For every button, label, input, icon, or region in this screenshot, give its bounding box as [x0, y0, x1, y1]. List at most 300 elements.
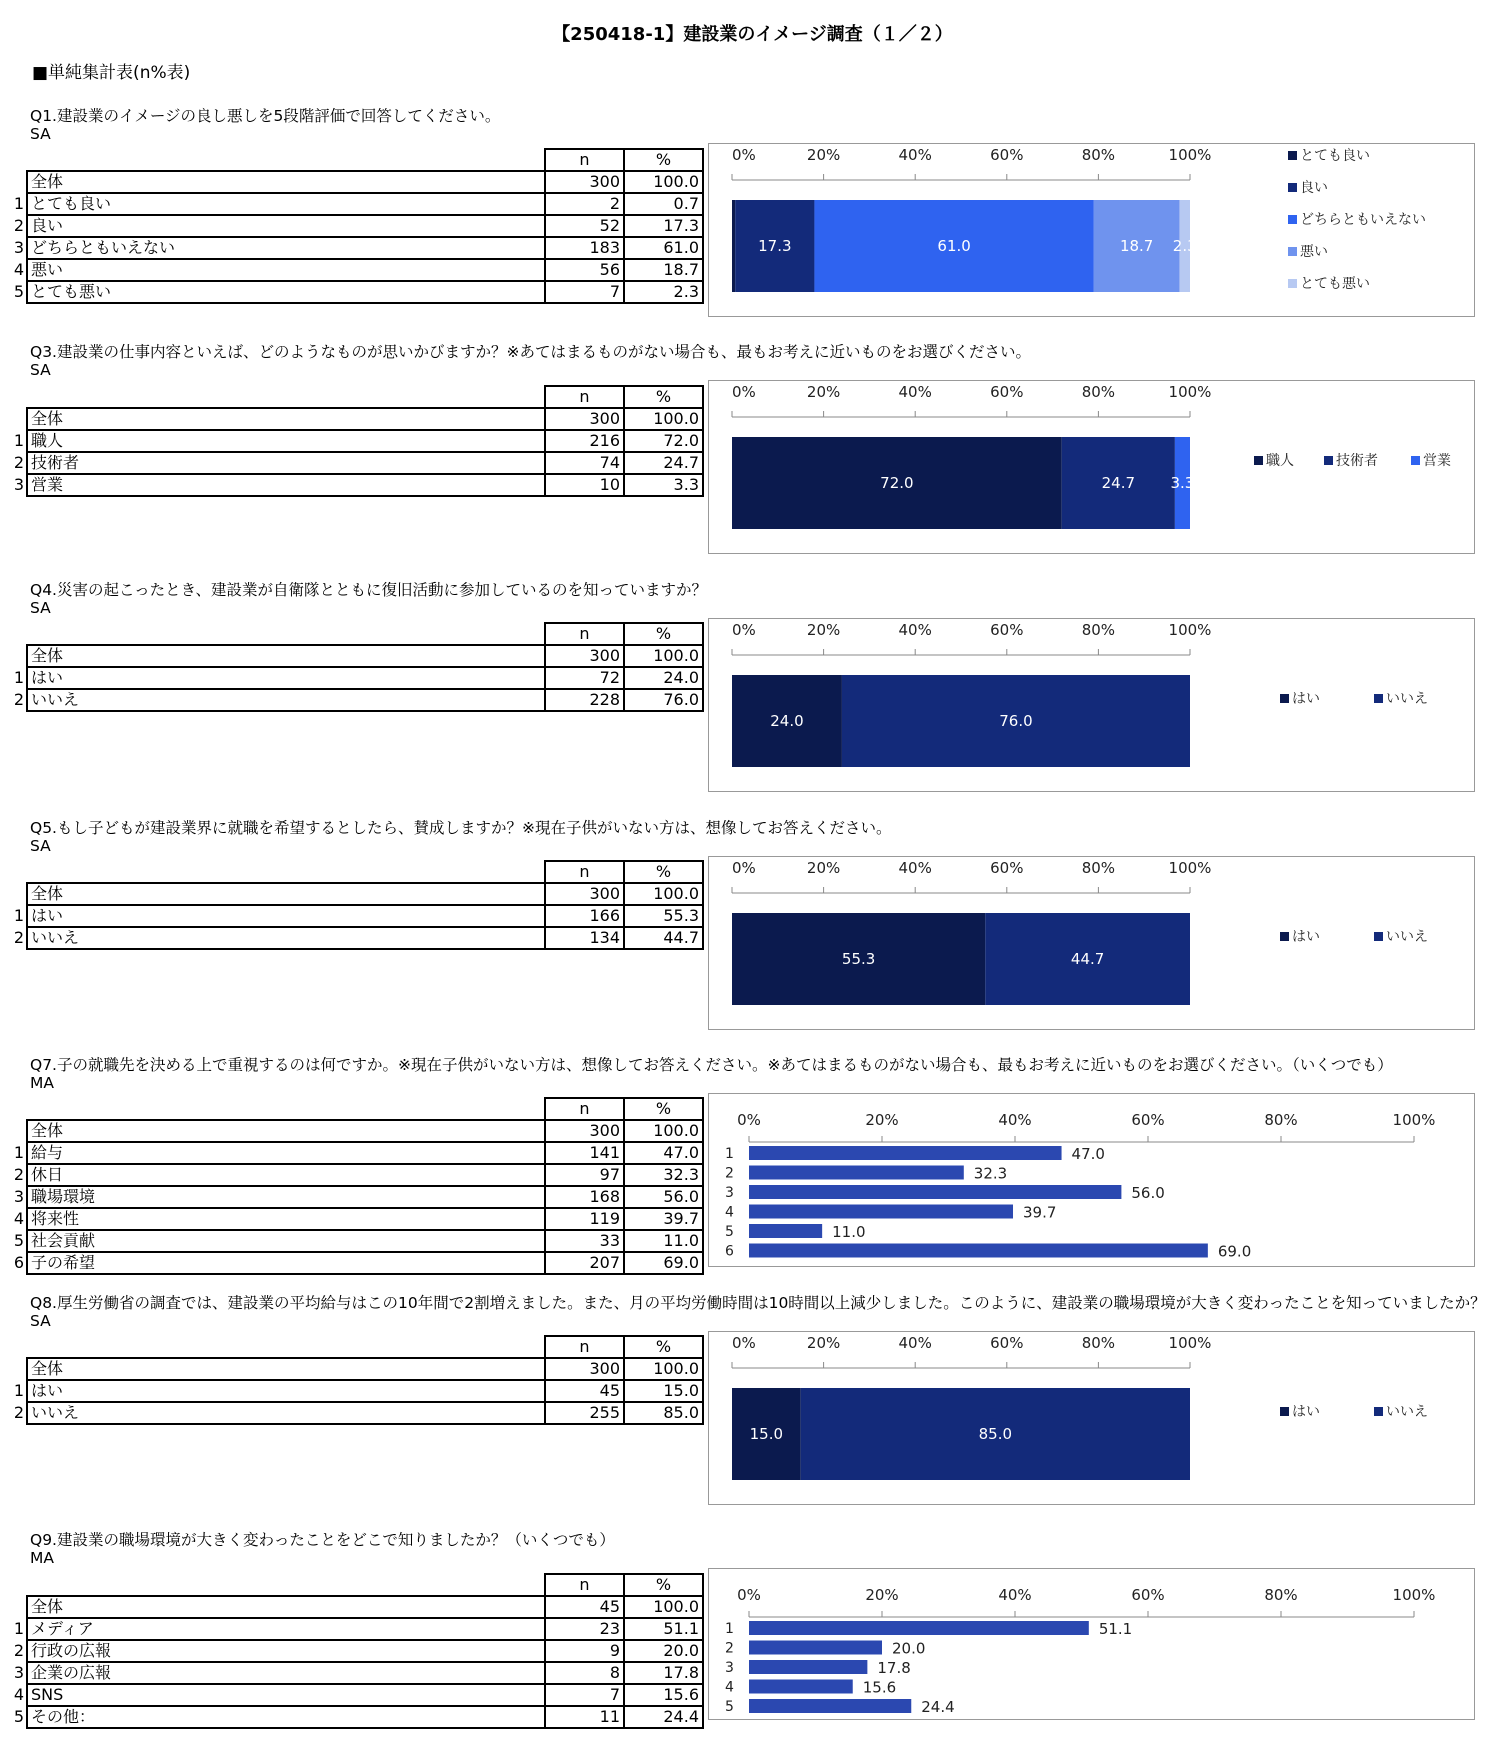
cell-p: 100.0	[624, 883, 703, 905]
cell-p: 3.3	[624, 474, 703, 496]
axis-tick-label: 100%	[1168, 146, 1212, 164]
cell-p: 15.6	[624, 1684, 703, 1706]
data-label: 24.4	[921, 1698, 955, 1716]
axis-tick-label: 100%	[1168, 383, 1212, 401]
legend-swatch	[1374, 694, 1383, 703]
cell-num	[8, 408, 27, 430]
cell-n: 300	[545, 645, 624, 667]
data-label: 15.0	[749, 1425, 784, 1443]
data-label: 85.0	[978, 1425, 1013, 1443]
q5-chart	[708, 856, 1475, 1030]
table-row	[8, 1252, 703, 1274]
q3-chart-svg	[709, 381, 1474, 553]
q7-chart	[708, 1093, 1475, 1267]
axis-tick-label: 0%	[732, 1334, 756, 1352]
axis-tick-label: 40%	[998, 1586, 1032, 1604]
bar-1	[749, 1146, 1062, 1160]
cell-p: 24.7	[624, 452, 703, 474]
legend-swatch	[1374, 932, 1383, 941]
col-header-n: n	[545, 1098, 624, 1120]
cell-lab: その他：	[27, 1706, 545, 1728]
axis-tick-label: 80%	[1081, 859, 1116, 877]
category-label: 3	[725, 1185, 734, 1201]
axis-tick-label: 20%	[865, 1586, 899, 1604]
cell-p: 2.3	[624, 281, 703, 303]
cell-num: 3	[13, 1663, 24, 1682]
category-label: 4	[725, 1204, 734, 1221]
axis-tick-label: 40%	[898, 383, 932, 401]
axis-tick-label: 20%	[806, 383, 841, 401]
cell-lab: 全体	[27, 1358, 545, 1380]
q8-question-text: Q8.厚生労働省の調査では、建設業の平均給与はこの10年間で2割増えました。また、月の平均労働時間は10時間以上減少しました。このように、建設業の職場環境が大きく変わったことを知っていましたか？	[30, 1294, 1486, 1312]
cell-n: 119	[545, 1208, 624, 1230]
axis-tick-label: 40%	[998, 1111, 1032, 1129]
legend-label: いいえ	[1386, 929, 1428, 945]
cell-lab: 悪い	[27, 259, 545, 281]
cell-num: 6	[13, 1253, 24, 1272]
axis-tick-label: 20%	[806, 621, 841, 639]
axis-tick-label: 100%	[1168, 1334, 1212, 1352]
table-row-total	[8, 408, 703, 430]
q1-answer-type: SA	[30, 125, 51, 143]
legend-label: 営業	[1423, 453, 1451, 469]
legend-swatch	[1288, 279, 1297, 288]
axis-tick-label: 100%	[1168, 859, 1212, 877]
axis-tick-label: 0%	[732, 146, 756, 164]
cell-p: 51.1	[624, 1618, 703, 1640]
cell-n: 7	[545, 281, 624, 303]
col-header-n: n	[545, 386, 624, 408]
cell-lab: 職人	[27, 430, 545, 452]
cell-n: 183	[545, 237, 624, 259]
cell-num	[8, 1358, 27, 1380]
cell-lab: 全体	[27, 645, 545, 667]
cell-n: 8	[545, 1662, 624, 1684]
legend-swatch	[1288, 151, 1297, 160]
axis-tick-label: 0%	[732, 621, 756, 639]
q5-frequency-table	[8, 860, 704, 950]
axis-tick-label: 20%	[806, 146, 841, 164]
table-row	[8, 430, 703, 452]
cell-num: 5	[13, 282, 24, 301]
legend-label: はい	[1292, 929, 1320, 945]
cell-lab: メディア	[27, 1618, 545, 1640]
col-header-pct: %	[624, 1574, 703, 1596]
axis-tick-label: 80%	[1264, 1111, 1298, 1129]
cell-lab: 全体	[27, 883, 545, 905]
axis-tick-label: 100%	[1392, 1586, 1436, 1604]
bar-5	[749, 1224, 822, 1238]
cell-n: 300	[545, 1358, 624, 1380]
legend-swatch	[1288, 215, 1297, 224]
legend-label: とても悪い	[1300, 276, 1370, 292]
q1-chart-svg	[709, 144, 1474, 316]
q7-frequency-table	[8, 1097, 704, 1275]
data-label: 15.6	[862, 1678, 897, 1697]
cell-lab: SNS	[27, 1684, 545, 1706]
cell-p: 61.0	[624, 237, 703, 259]
data-label: 3.3	[1170, 474, 1195, 492]
axis-tick-label: 0%	[737, 1111, 761, 1129]
cell-num: 5	[13, 1707, 24, 1726]
table-row	[8, 1706, 703, 1728]
category-label: 6	[725, 1243, 734, 1260]
col-header-n: n	[545, 1336, 624, 1358]
cell-num: 1	[13, 431, 24, 450]
q1-frequency-table	[8, 148, 704, 304]
table-row	[8, 193, 703, 215]
category-label: 1	[725, 1146, 734, 1162]
cell-lab: 将来性	[27, 1208, 545, 1230]
cell-p: 0.7	[624, 193, 703, 215]
cell-lab: いいえ	[27, 927, 545, 949]
category-label: 3	[725, 1660, 734, 1676]
cell-p: 47.0	[624, 1142, 703, 1164]
bar-6	[749, 1244, 1208, 1258]
axis-tick-label: 80%	[1081, 621, 1116, 639]
q9-chart	[708, 1568, 1475, 1720]
axis-tick-label: 60%	[990, 146, 1024, 164]
axis-tick-label: 0%	[737, 1586, 761, 1604]
legend-swatch	[1254, 456, 1263, 465]
cell-n: 300	[545, 883, 624, 905]
cell-p: 15.0	[624, 1380, 703, 1402]
cell-num: 2	[13, 1403, 24, 1422]
cell-n: 33	[545, 1230, 624, 1252]
data-label: 2.3	[1172, 237, 1197, 255]
cell-lab: はい	[27, 667, 545, 689]
table-row	[8, 1380, 703, 1402]
table-row-total	[8, 1596, 703, 1618]
cell-n: 168	[545, 1186, 624, 1208]
col-header-pct: %	[624, 861, 703, 883]
cell-n: 300	[545, 408, 624, 430]
table-row	[8, 215, 703, 237]
cell-num: 1	[13, 1619, 24, 1638]
cell-p: 17.3	[624, 215, 703, 237]
cell-p: 100.0	[624, 1358, 703, 1380]
cell-num	[8, 1120, 27, 1142]
cell-num: 2	[13, 1165, 24, 1184]
cell-lab: 企業の広報	[27, 1662, 545, 1684]
col-header-n: n	[545, 861, 624, 883]
table-row-total	[8, 1120, 703, 1142]
axis-tick-label: 100%	[1168, 621, 1212, 639]
cell-n: 11	[545, 1706, 624, 1728]
cell-lab: いいえ	[27, 689, 545, 711]
q8-answer-type: SA	[30, 1312, 51, 1330]
cell-n: 56	[545, 259, 624, 281]
table-row	[8, 1662, 703, 1684]
cell-lab: とても悪い	[27, 281, 545, 303]
cell-num: 1	[13, 906, 24, 925]
category-label: 5	[725, 1699, 734, 1715]
table-row	[8, 905, 703, 927]
cell-num: 2	[13, 928, 24, 947]
q7-answer-type: MA	[30, 1074, 54, 1092]
cell-n: 9	[545, 1640, 624, 1662]
data-label: 18.7	[1119, 237, 1154, 255]
cell-p: 100.0	[624, 1120, 703, 1142]
cell-num: 2	[13, 1641, 24, 1660]
axis-tick-label: 80%	[1081, 383, 1116, 401]
table-row-total	[8, 645, 703, 667]
cell-p: 100.0	[624, 1596, 703, 1618]
page-title: 【250418-1】建設業のイメージ調査（１／２）	[552, 24, 953, 45]
cell-num: 4	[13, 1685, 24, 1704]
legend-label: 良い	[1300, 180, 1328, 196]
cell-p: 17.8	[624, 1662, 703, 1684]
legend-label: はい	[1292, 1404, 1320, 1420]
cell-num	[8, 171, 27, 193]
data-label: 56.0	[1131, 1184, 1165, 1202]
cell-p: 39.7	[624, 1208, 703, 1230]
legend-label: はい	[1292, 691, 1320, 707]
table-row	[8, 1640, 703, 1662]
table-row	[8, 452, 703, 474]
bar-5	[749, 1699, 911, 1713]
col-header-pct: %	[624, 1336, 703, 1358]
cell-num: 1	[13, 194, 24, 213]
table-row	[8, 1618, 703, 1640]
legend-label: 悪い	[1300, 244, 1328, 260]
axis-tick-label: 60%	[1131, 1111, 1165, 1129]
cell-n: 74	[545, 452, 624, 474]
cell-num: 5	[13, 1231, 24, 1250]
cell-num: 4	[13, 260, 24, 279]
table-row	[8, 927, 703, 949]
cell-p: 100.0	[624, 408, 703, 430]
bar-3	[749, 1660, 867, 1674]
cell-n: 45	[545, 1380, 624, 1402]
cell-lab: 給与	[27, 1142, 545, 1164]
table-row	[8, 1186, 703, 1208]
bar-2	[749, 1166, 964, 1180]
table-row	[8, 1208, 703, 1230]
bar-segment-1	[732, 200, 735, 292]
cell-num: 3	[13, 238, 24, 257]
cell-num: 1	[13, 1381, 24, 1400]
col-header-pct: %	[624, 386, 703, 408]
q5-question-text: Q5.もし子どもが建設業界に就職を希望するとしたら、賛成しますか？※現在子供がいない方は、想像してお答えください。	[30, 819, 892, 837]
q4-frequency-table	[8, 622, 704, 712]
cell-lab: 営業	[27, 474, 545, 496]
cell-p: 44.7	[624, 927, 703, 949]
data-label: 11.0	[832, 1223, 866, 1241]
col-header-pct: %	[624, 149, 703, 171]
axis-tick-label: 20%	[806, 1334, 841, 1352]
bar-1	[749, 1621, 1089, 1635]
axis-tick-label: 40%	[898, 1334, 932, 1352]
cell-num	[8, 883, 27, 905]
cell-p: 69.0	[624, 1252, 703, 1274]
legend-swatch	[1411, 456, 1420, 465]
col-header-n: n	[545, 623, 624, 645]
cell-lab: 全体	[27, 1596, 545, 1618]
cell-n: 7	[545, 1684, 624, 1706]
cell-n: 141	[545, 1142, 624, 1164]
axis-tick-label: 80%	[1081, 146, 1116, 164]
cell-lab: どちらともいえない	[27, 237, 545, 259]
cell-n: 207	[545, 1252, 624, 1274]
axis-tick-label: 60%	[990, 383, 1024, 401]
table-row	[8, 281, 703, 303]
q3-chart	[708, 380, 1475, 554]
table-row	[8, 1402, 703, 1424]
q4-question-text: Q4.災害の起こったとき、建設業が自衛隊とともに復旧活動に参加しているのを知っていますか？	[30, 581, 708, 599]
cell-p: 11.0	[624, 1230, 703, 1252]
legend-label: いいえ	[1386, 691, 1428, 707]
q9-answer-type: MA	[30, 1549, 54, 1567]
cell-n: 216	[545, 430, 624, 452]
bar-3	[749, 1185, 1121, 1199]
axis-tick-label: 60%	[990, 621, 1024, 639]
col-header-n: n	[545, 149, 624, 171]
table-row	[8, 667, 703, 689]
bar-4	[749, 1205, 1013, 1219]
axis-tick-label: 40%	[898, 146, 932, 164]
data-label: 17.3	[758, 237, 792, 255]
bar-4	[749, 1680, 853, 1694]
cell-p: 100.0	[624, 645, 703, 667]
cell-lab: 職場環境	[27, 1186, 545, 1208]
axis-tick-label: 100%	[1392, 1111, 1436, 1129]
col-header-pct: %	[624, 1098, 703, 1120]
axis-tick-label: 0%	[732, 859, 756, 877]
cell-n: 228	[545, 689, 624, 711]
cell-num	[8, 1596, 27, 1618]
data-label: 51.1	[1098, 1620, 1133, 1638]
cell-n: 2	[545, 193, 624, 215]
axis-tick-label: 40%	[898, 859, 932, 877]
cell-n: 166	[545, 905, 624, 927]
cell-p: 72.0	[624, 430, 703, 452]
axis-tick-label: 0%	[732, 383, 756, 401]
legend-swatch	[1280, 932, 1289, 941]
table-row	[8, 1684, 703, 1706]
data-label: 69.0	[1217, 1242, 1252, 1261]
data-label: 76.0	[999, 712, 1033, 730]
q3-answer-type: SA	[30, 361, 51, 379]
cell-lab: 技術者	[27, 452, 545, 474]
cell-n: 45	[545, 1596, 624, 1618]
q5-chart-svg	[709, 857, 1474, 1029]
cell-num: 2	[13, 216, 24, 235]
cell-num	[8, 645, 27, 667]
category-label: 2	[725, 1165, 734, 1182]
page-subtitle: ■単純集計表(n%表)	[32, 63, 191, 83]
data-label: 39.7	[1023, 1203, 1057, 1222]
cell-p: 100.0	[624, 171, 703, 193]
data-label: 47.0	[1071, 1145, 1105, 1163]
cell-n: 72	[545, 667, 624, 689]
cell-num: 4	[13, 1209, 24, 1228]
axis-tick-label: 20%	[806, 859, 841, 877]
cell-lab: 子の希望	[27, 1252, 545, 1274]
q4-answer-type: SA	[30, 599, 51, 617]
cell-p: 85.0	[624, 1402, 703, 1424]
cell-n: 97	[545, 1164, 624, 1186]
data-label: 55.3	[841, 950, 876, 968]
cell-n: 300	[545, 171, 624, 193]
q9-frequency-table	[8, 1573, 704, 1729]
data-label: 72.0	[880, 474, 914, 492]
category-label: 4	[725, 1679, 734, 1696]
table-row-total	[8, 883, 703, 905]
cell-p: 56.0	[624, 1186, 703, 1208]
cell-lab: いいえ	[27, 1402, 545, 1424]
axis-tick-label: 60%	[1131, 1586, 1165, 1604]
legend-swatch	[1374, 1407, 1383, 1416]
data-label: 61.0	[937, 237, 971, 255]
legend-label: 職人	[1266, 453, 1294, 469]
legend-swatch	[1288, 247, 1297, 256]
cell-p: 32.3	[624, 1164, 703, 1186]
cell-lab: 全体	[27, 408, 545, 430]
axis-tick-label: 40%	[898, 621, 932, 639]
axis-tick-label: 20%	[865, 1111, 899, 1129]
category-label: 1	[725, 1621, 734, 1637]
cell-p: 24.0	[624, 667, 703, 689]
table-row	[8, 1164, 703, 1186]
q8-frequency-table	[8, 1335, 704, 1425]
table-row	[8, 689, 703, 711]
axis-tick-label: 60%	[990, 859, 1024, 877]
axis-tick-label: 60%	[990, 1334, 1024, 1352]
q5-answer-type: SA	[30, 837, 51, 855]
axis-tick-label: 80%	[1264, 1586, 1298, 1604]
legend-swatch	[1280, 694, 1289, 703]
cell-lab: 社会貢献	[27, 1230, 545, 1252]
data-label: 24.7	[1101, 474, 1136, 492]
cell-p: 18.7	[624, 259, 703, 281]
cell-num: 3	[13, 475, 24, 494]
legend-swatch	[1280, 1407, 1289, 1416]
cell-lab: とても良い	[27, 193, 545, 215]
data-label: 32.3	[973, 1164, 1008, 1183]
cell-p: 20.0	[624, 1640, 703, 1662]
q8-chart-svg	[709, 1332, 1474, 1504]
table-row	[8, 1230, 703, 1252]
q7-chart-svg	[709, 1094, 1474, 1266]
cell-n: 52	[545, 215, 624, 237]
q3-frequency-table	[8, 385, 704, 497]
q8-chart	[708, 1331, 1475, 1505]
q1-question-text: Q1.建設業のイメージの良し悪しを5段階評価で回答してください。	[30, 107, 501, 125]
legend-label: どちらともいえない	[1300, 212, 1426, 228]
cell-num: 1	[13, 1143, 24, 1162]
legend-label: いいえ	[1386, 1404, 1428, 1420]
q9-question-text: Q9.建設業の職場環境が大きく変わったことをどこで知りましたか？（いくつでも）	[30, 1531, 615, 1549]
q3-question-text: Q3.建設業の仕事内容といえば、どのようなものが思いかびますか？※あてはまるものがない場合も、最もお考えに近いものをお選びください。	[30, 343, 1031, 361]
cell-p: 55.3	[624, 905, 703, 927]
table-row	[8, 237, 703, 259]
cell-p: 76.0	[624, 689, 703, 711]
data-label: 44.7	[1070, 950, 1105, 968]
category-label: 2	[725, 1640, 734, 1657]
cell-lab: はい	[27, 905, 545, 927]
cell-lab: 全体	[27, 171, 545, 193]
cell-num: 2	[13, 453, 24, 472]
data-label: 24.0	[770, 712, 804, 730]
cell-n: 10	[545, 474, 624, 496]
legend-swatch	[1324, 456, 1333, 465]
legend-label: とても良い	[1300, 148, 1370, 164]
q4-chart	[708, 618, 1475, 792]
table-row-total	[8, 1358, 703, 1380]
legend-swatch	[1288, 183, 1297, 192]
cell-n: 255	[545, 1402, 624, 1424]
